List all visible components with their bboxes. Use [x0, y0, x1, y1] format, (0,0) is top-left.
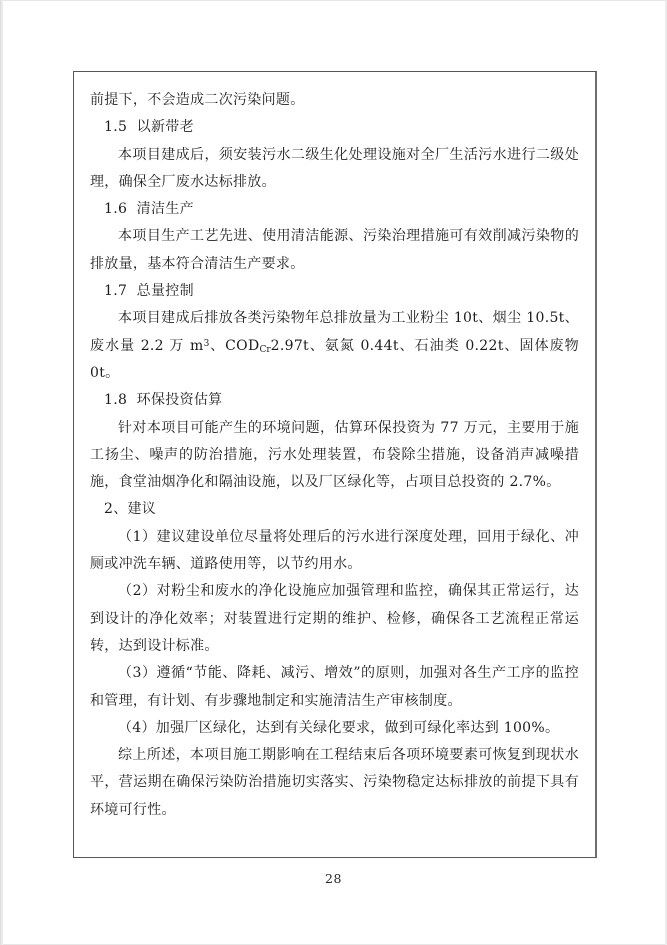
section-heading: 1.5 以新带老 [104, 119, 194, 136]
paragraph: 本项目生产工艺先进、使用清洁能源、污染治理措施可有效削减污染物的排放量，基本符合清洁生产要求。 [90, 228, 579, 272]
paragraph: （2）对粉尘和废水的净化设施应加强管理和监控，确保其正常运行，达到设计的净化效率；对装置进行定期的维护、检修，确保各工艺流程正常运转，达到设计标准。 [90, 583, 579, 654]
page-number: 28 [325, 871, 342, 886]
paragraph: 前提下，不会造成二次污染问题。 [90, 92, 305, 108]
section-heading: 1.7 总量控制 [104, 283, 194, 300]
section-heading: 2、建议 [104, 501, 157, 518]
paragraph: 本项目建成后排放各类污染物年总排放量为工业粉尘 10t、烟尘 10.5t、废水量 2.2 万 $m^3$、$COD_{Cr}2.97t$、氨氮 0.44t、石油类 0.22t、固体废物 0t。 [90, 310, 584, 381]
paragraph: （3）遵循“节能、降耗、减污、增效”的原则，加强对各生产工序的监控和管理，有计划、有步骤地制定和实施清洁生产审核制度。 [90, 665, 579, 709]
scan-edge-left [0, 0, 3, 945]
paragraph: 针对本项目可能产生的环境问题，估算环保投资为 77 万元，主要用于施工扬尘、噪声的防治措施，污水处理装置，布袋除尘措施，设备消声减噪措施，食堂油烟净化和隔油设施，以及厂区绿化等，占项目总投资的 2.7%。 [90, 419, 579, 491]
document-body [90, 87, 584, 824]
paragraph: 本项目建成后，须安装污水二级生化处理设施对全厂生活污水进行二级处理，确保全厂废水达标排放。 [90, 146, 579, 190]
section-heading: 1.6 清洁生产 [104, 201, 194, 218]
content-cell-border [73, 71, 597, 858]
paragraph: （4）加强厂区绿化，达到有关绿化要求，做到可绿化率达到 100%。 [118, 719, 560, 736]
paragraph: （1）建议建设单位尽量将处理后的污水进行深度处理，回用于绿化、冲厕或冲洗车辆、道路使用等，以节约用水。 [90, 528, 579, 573]
section-heading: 1.8 环保投资估算 [104, 392, 223, 409]
paragraph: 综上所述，本项目施工期影响在工程结束后各项环境要素可恢复到现状水平，营运期在确保污染防治措施切实落实、污染物稳定达标排放的前提下具有环境可行性。 [90, 747, 579, 818]
